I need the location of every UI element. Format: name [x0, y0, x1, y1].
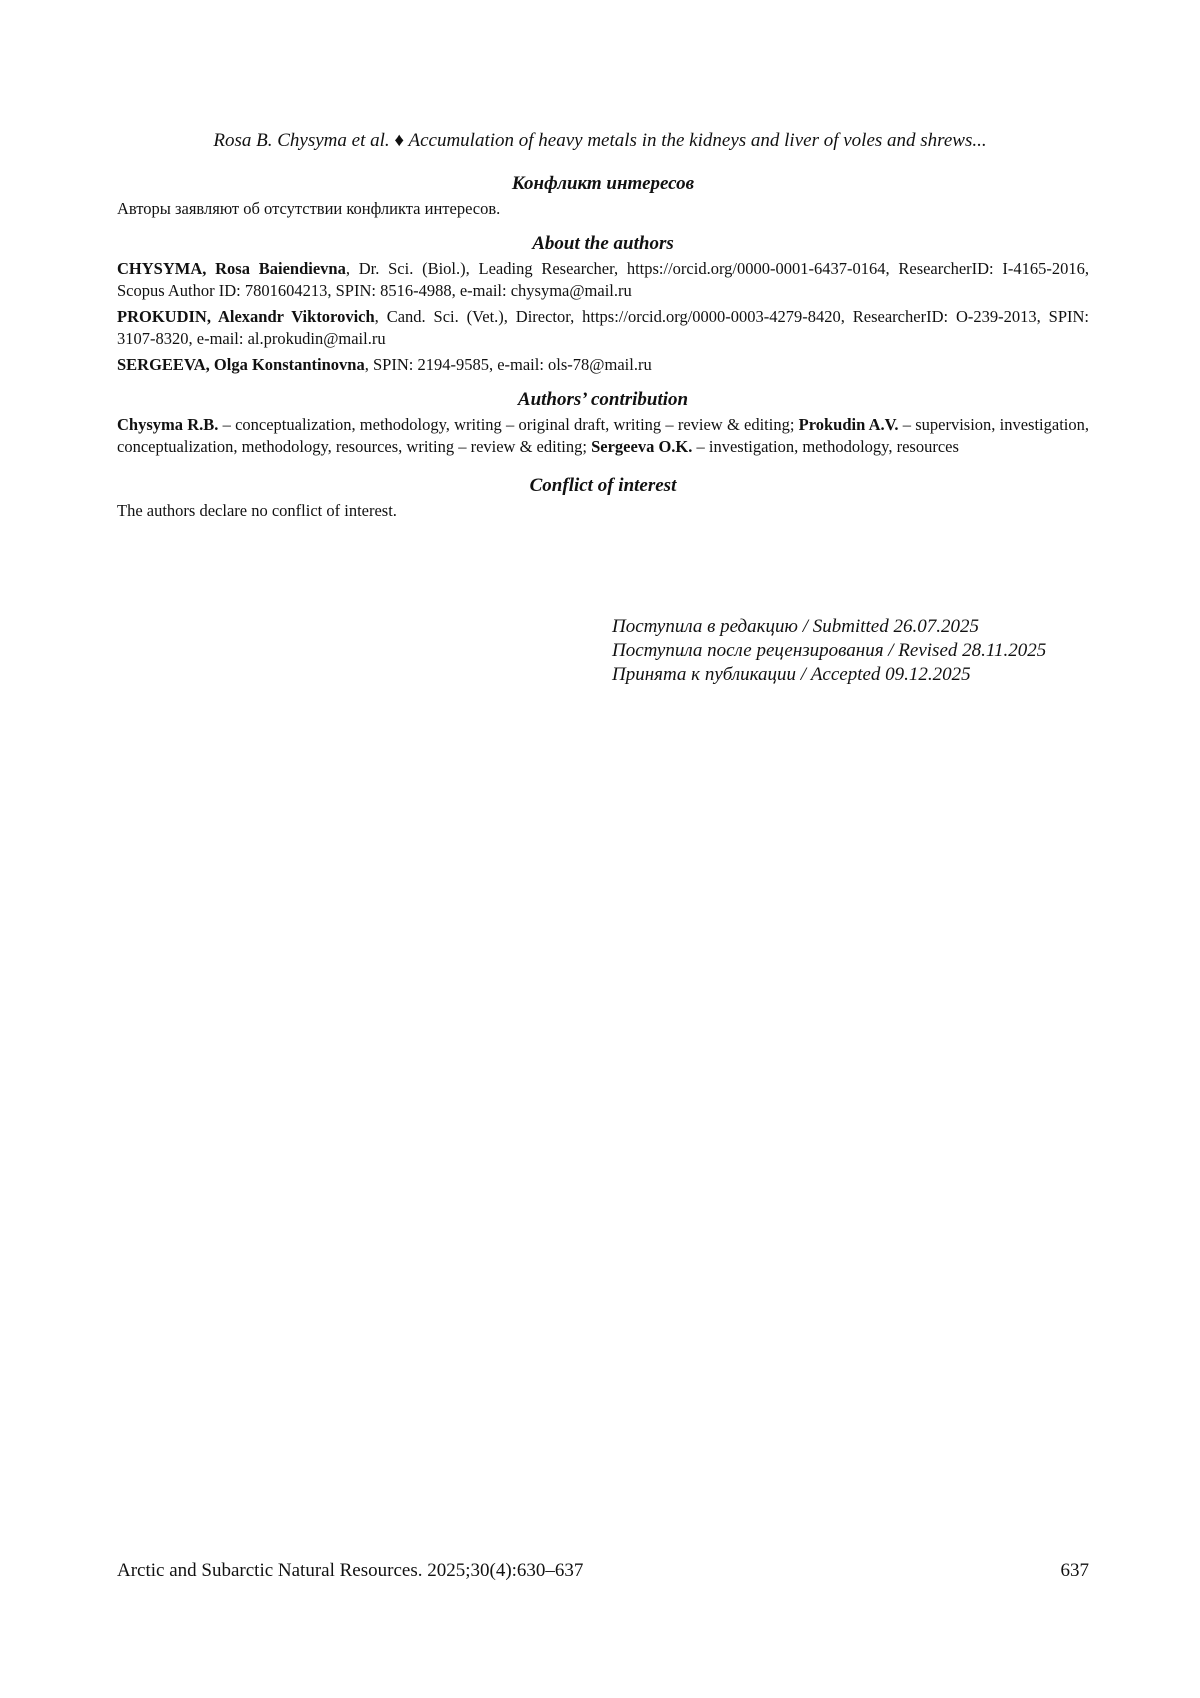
conflict-en-section: [117, 472, 1089, 522]
main-content: [117, 170, 1089, 532]
author-name: CHYSYMA, Rosa Baiendievna: [117, 259, 346, 278]
contributor-name: Chysyma R.B.: [117, 415, 219, 434]
conflict-ru-heading: Конфликт интересов: [511, 173, 695, 194]
contributor-name: Prokudin A.V.: [798, 415, 899, 434]
author-entry: [117, 354, 1089, 376]
author-details: , Cand. Sci. (Vet.), Director, https://orcid.org/0000-0003-4279-8420, ResearcherID: O-239-2013, SPIN: 3107-8320, e-mail: al.prokudin@mail.ru: [117, 307, 1089, 348]
conflict-ru-section: [117, 170, 1089, 220]
journal-citation: Arctic and Subarctic Natural Resources. 2025;30(4):630–637: [117, 1560, 584, 1581]
contribution-heading: Authors’ contribution: [517, 389, 689, 410]
conflict-en-heading: Conflict of interest: [529, 475, 677, 496]
submission-dates: [612, 615, 1046, 687]
conflict-ru-text: Авторы заявляют об отсутствии конфликта интересов.: [117, 199, 501, 218]
about-authors-section: [117, 230, 1089, 376]
contribution-roles: – supervision, investigation, conceptualization, methodology, resources, writing – review & editing;: [117, 415, 1089, 456]
contributor-name: Sergeeva O.K.: [591, 437, 693, 456]
author-name: PROKUDIN, Alexandr Viktorovich: [117, 307, 375, 326]
author-entry: [117, 306, 1089, 350]
author-details: , SPIN: 2194-9585, e-mail: ols-78@mail.ru: [364, 355, 652, 374]
author-details: , Dr. Sci. (Biol.), Leading Researcher, https://orcid.org/0000-0001-6437-0164, ResearcherID: I-4165-2016, Scopus Author ID: 7801604213, SPIN: 8516-4988, e-mail: chysyma@mail.ru: [117, 259, 1090, 300]
revised-date: Поступила после рецензирования / Revised 28.11.2025: [612, 640, 1047, 661]
contribution-roles: – investigation, methodology, resources: [692, 437, 959, 456]
author-name: SERGEEVA, Olga Konstantinovna: [117, 355, 365, 374]
page-number: 637: [1060, 1560, 1089, 1581]
submitted-date: Поступила в редакцию / Submitted 26.07.2025: [612, 616, 979, 637]
author-entry: [117, 258, 1089, 302]
conflict-en-text: The authors declare no conflict of interest.: [117, 501, 397, 520]
running-head: Rosa B. Chysyma et al. ♦ Accumulation of heavy metals in the kidneys and liver of voles and shrews...: [213, 130, 987, 151]
about-authors-heading: About the authors: [532, 233, 674, 254]
contribution-roles: – conceptualization, methodology, writing – original draft, writing – review & editing;: [218, 415, 799, 434]
accepted-date: Принята к публикации / Accepted 09.12.2025: [612, 664, 971, 685]
contribution-text: [117, 414, 1089, 458]
contribution-section: [117, 386, 1089, 458]
